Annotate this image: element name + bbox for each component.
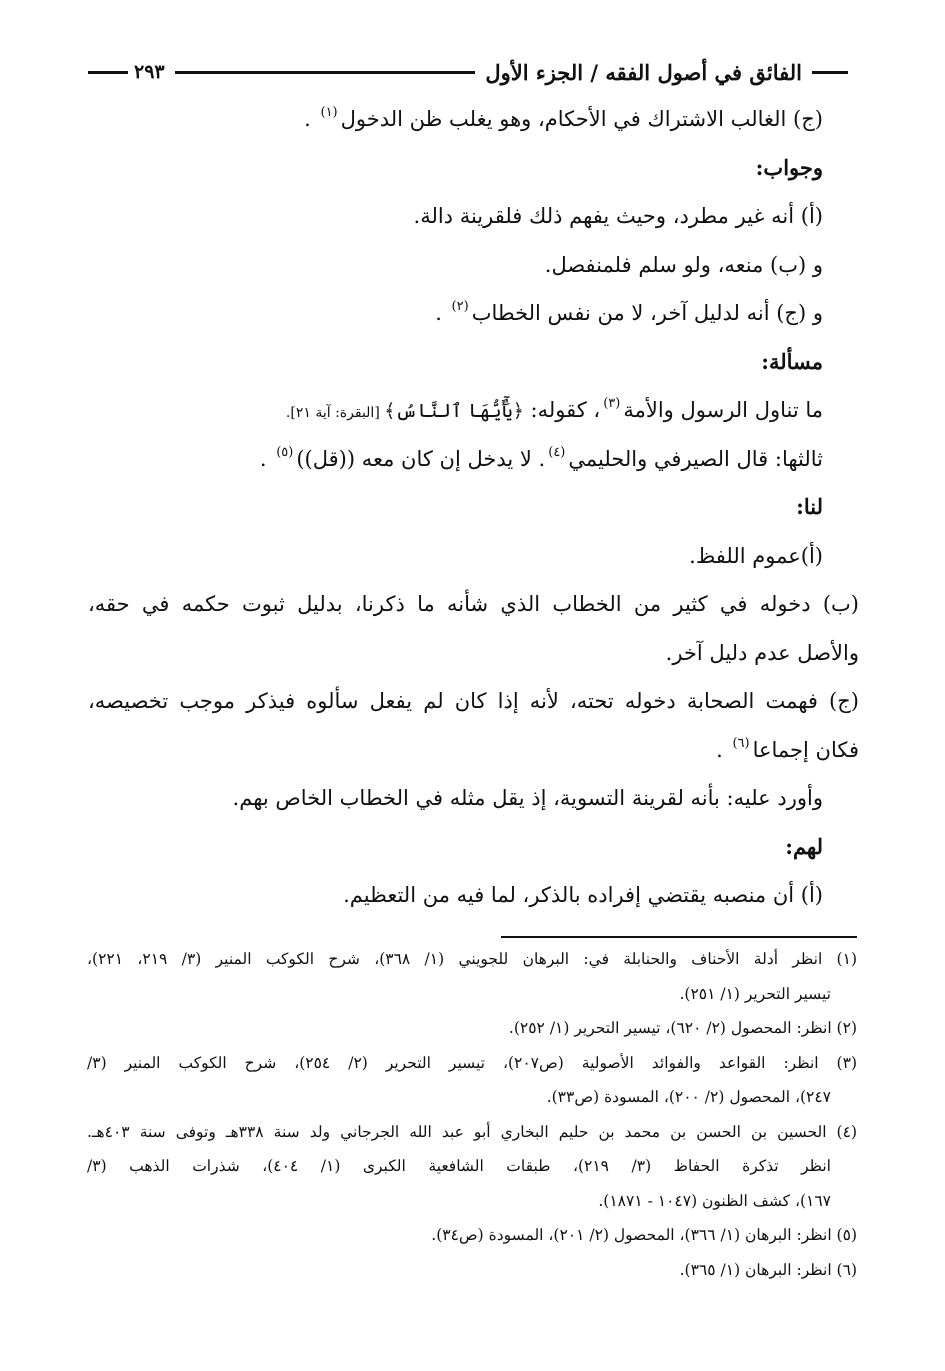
section-heading: لهم: xyxy=(785,833,823,859)
text-line: (أ) أن منصبه يقتضي إفراده بالذكر، لما فيه من التعظيم. xyxy=(343,883,823,907)
section-heading: وجواب: xyxy=(755,154,823,180)
footnote-marker: (٢) xyxy=(451,299,469,314)
text-line: (ب) دخوله في كثير من الخطاب الذي شأنه ما ذكرنا، بدليل ثبوت حكمه في حقه، xyxy=(88,592,859,616)
footnote-marker: (١) xyxy=(320,105,338,120)
text-line: ثالثها: قال الصيرفي والحليمي$^{(٤)}$. لا يدخل إن كان معه ((قل))$^{(٥)}$ . xyxy=(259,444,823,471)
footnote-line: (٤) الحسين بن الحسن بن محمد بن حليم البخاري أبو عبد الله الجرجاني ولد سنة ٣٣٨هـ وتوفى سنة ٤٠٣هـ. xyxy=(87,1122,857,1141)
footnote-marker: (٦) xyxy=(732,735,750,751)
text-line: والأصل عدم دليل آخر. xyxy=(665,640,859,665)
page-number: ٢٩٣ xyxy=(134,61,165,83)
text-line: ما تناول الرسول والأمة$^{(٣)}$، كقوله: ﴿يَٰٓأَيُّهَا ٱلنَّاسُ﴾ [البقرة: آية ٢١]. xyxy=(285,396,823,422)
text-line: وأورد عليه: بأنه لقرينة التسوية، إذ يقل مثله في الخطاب الخاص بهم. xyxy=(232,786,823,810)
footnote-line: انظر تذكرة الحفاظ (٣/ ٢١٩)، طبقات الشافعية الكبرى (١/ ٤٠٤)، شذرات الذهب (٣/ xyxy=(87,1157,831,1175)
header-dash xyxy=(88,71,128,74)
footnote-line: (٢) انظر: المحصول (٢/ ٦٢٠)، تيسير التحرير (١/ ٢٥٢). xyxy=(508,1019,857,1037)
section-heading: لنا: xyxy=(796,494,823,519)
header-rule xyxy=(175,71,476,74)
main-text xyxy=(88,95,859,920)
footnote-line: ١٦٧)، كشف الظنون (١٠٤٧ - ١٨٧١). xyxy=(598,1191,831,1210)
footnote-line: (٦) انظر: البرهان (١/ ٣٦٥). xyxy=(679,1260,857,1279)
running-title: الفائق في أصول الفقه / الجزء الأول xyxy=(485,59,802,85)
quran-quote: ﴿يَٰٓأَيُّهَا ٱلنَّاسُ﴾ xyxy=(384,400,524,422)
footnote-line: تيسير التحرير (١/ ٢٥١). xyxy=(679,984,831,1003)
footnotes xyxy=(87,942,857,1287)
footnote-marker: (٣) xyxy=(603,396,621,411)
footnote-line: (٥) انظر: البرهان (١/ ٣٦٦)، المحصول (٢/ ٢٠١)، المسودة (ص٣٤). xyxy=(431,1226,857,1244)
header-dash xyxy=(812,71,848,74)
text-line: (أ) أنه غير مطرد، وحيث يفهم ذلك فلقرينة دالة. xyxy=(413,204,823,228)
footnote-marker: (٥) xyxy=(276,444,294,460)
page-header xyxy=(88,52,848,92)
text-line: (ج) الغالب الاشتراك في الأحكام، وهو يغلب ظن الدخول$^{(١)}$ . xyxy=(304,105,823,131)
footnote-marker: (٤) xyxy=(548,444,566,460)
footnote-line: ٢٤٧)، المحصول (٢/ ٢٠٠)، المسودة (ص٣٣). xyxy=(546,1088,831,1106)
section-heading: مسألة: xyxy=(761,348,823,374)
text-line: فكان إجماعا$^{(٦)}$ . xyxy=(716,735,859,762)
text-line: و (ج) أنه لدليل آخر، لا من نفس الخطاب$^{(٢)}$ . xyxy=(435,299,823,325)
text-line: (أ)عموم اللفظ. xyxy=(689,543,823,568)
text-line: (ج) فهمت الصحابة دخوله تحته، لأنه إذا كان لم يفعل سألوه فيذكر موجب تخصيصه، xyxy=(88,689,859,713)
footnote-line: (١) انظر أدلة الأحناف والحنابلة في: البرهان للجويني (١/ ٣٦٨)، شرح الكوكب المنير (٣/ ٢١٩، ٢٢١)، xyxy=(87,950,857,968)
text-line: و (ب) منعه، ولو سلم فلمنفصل. xyxy=(544,252,823,277)
quran-reference: [البقرة: آية ٢١]. xyxy=(285,405,385,421)
footnote-separator xyxy=(501,936,857,938)
footnote-line: (٣) انظر: القواعد والفوائد الأصولية (ص٢٠٧)، تيسير التحرير (٢/ ٢٥٤)، شرح الكوكب المنير (٣/ xyxy=(87,1053,857,1072)
